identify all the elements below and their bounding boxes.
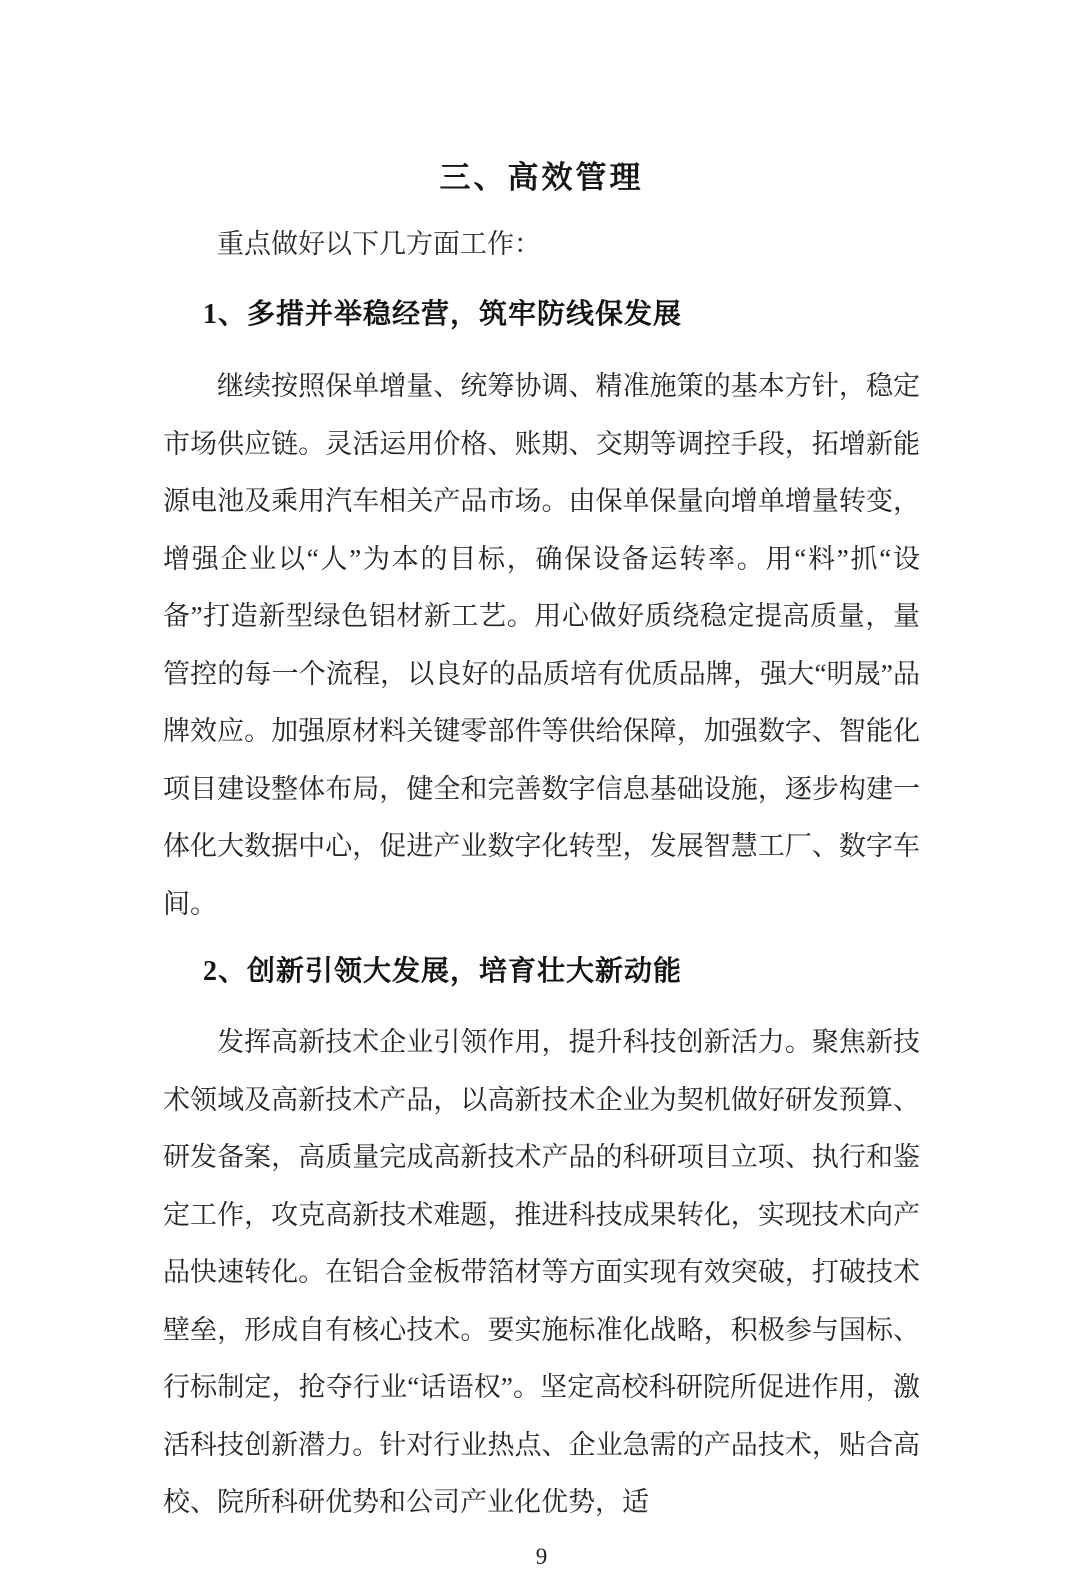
intro-paragraph: 重点做好以下几方面工作： (217, 229, 541, 259)
page-number: 9 (535, 1543, 548, 1569)
section-1-body: 继续按照保单增量、统筹协调、精准施策的基本方针，稳定市场供应链。灵活运用价格、账期、交期等调控手段，拓增新能源电池及乘用汽车相关产品市场。由保单保量向增单增量转变，增强企业以“人”为本的目标，确保设备运转率。用“料”抓“设备”打造新型绿色铝材新工艺。用心做好质绕稳定提高质量，量管控的每一个流程，以良好的品质培有优质品牌，强大“明晟”品牌效应。加强原材料关键零部件等供给保障，加强数字、智能化项目建设整体布局，健全和完善数字信息基础设施，逐步构建一体化大数据中心，促进产业数字化转型，发展智慧工厂、数字车间。 (163, 371, 920, 919)
section-1-heading: 1、多措并举稳经营，筑牢防线保发展 (203, 299, 683, 330)
section-2-body: 发挥高新技术企业引领作用，提升科技创新活力。聚焦新技术领域及高新技术产品，以高新技术企业为契机做好研发预算、研发备案，高质量完成高新技术产品的科研项目立项、执行和鉴定工作，攻克高新技术难题，推进科技成果转化，实现技术向产品快速转化。在铝合金板带箔材等方面实现有效突破，打破技术壁垒，形成自有核心技术。要实施标准化战略，积极参与国标、行标制定，抢夺行业“话语权”。坚定高校科研院所促进作用，激活科技创新潜力。针对行业热点、企业急需的产品技术，贴合高校、院所科研优势和公司产业化优势，适 (163, 1027, 920, 1517)
section-2-heading: 2、创新引领大发展，培育壮大新动能 (203, 956, 683, 987)
page-title: 三、高效管理 (439, 160, 644, 195)
